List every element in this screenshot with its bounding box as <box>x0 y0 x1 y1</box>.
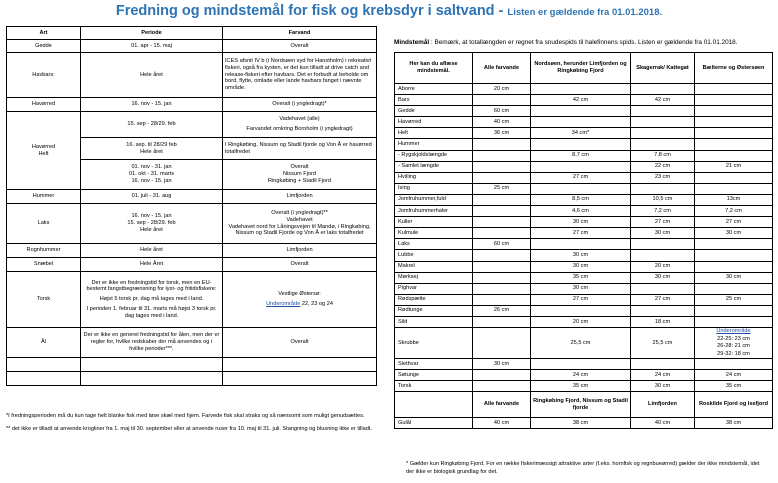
empty-cell <box>81 372 223 386</box>
size-cell: 40 cm <box>473 418 531 429</box>
periode-cell: 15. sep - 28/29. feb <box>81 112 223 138</box>
art-cell: Laks <box>7 204 81 244</box>
size-cell <box>473 228 531 239</box>
art-cell: Rognhummer <box>7 244 81 258</box>
fish-name-cell: Havørred <box>395 117 473 128</box>
size-cell <box>695 359 773 370</box>
table-row <box>395 305 773 316</box>
periode-line: 16. nov - 15. jan <box>131 213 172 220</box>
art-cell: Havørred <box>7 98 81 112</box>
size-cell <box>473 370 531 381</box>
farvand-cell <box>223 272 377 328</box>
mindstemaal-heading <box>394 39 774 46</box>
size-cell <box>531 359 631 370</box>
periode-line: Hele året <box>140 226 163 233</box>
size-cell: 30 cm <box>531 217 631 228</box>
fish-name-cell: Søtunge <box>395 370 473 381</box>
table-row <box>395 328 773 359</box>
title-main: Fredning og mindstemål for fisk og krebsdyr i saltvand - <box>115 3 508 19</box>
size-cell: 8,7 cm <box>531 150 631 161</box>
size-cell: 42 cm <box>531 95 631 106</box>
size-cell: 38 cm <box>695 418 773 429</box>
periode-cell <box>81 272 223 328</box>
size-cell: 20 cm <box>631 261 695 272</box>
size-cell <box>531 139 631 150</box>
periode-line: 16. sep. til 28/29 feb <box>126 141 177 148</box>
fredning-header-row <box>7 27 377 40</box>
table-row <box>395 261 773 272</box>
art-cell: Ål <box>7 328 81 358</box>
farvand-line: Overalt (i yngledragt)** <box>271 210 328 217</box>
size-cell: 35 cm <box>531 272 631 283</box>
size-cell <box>631 106 695 117</box>
mindstemaal-footnote: * Gælder kun Ringkøbing Fjord. For en række fiskerimæssigt attraktive arter (f.eks. hornfisk og regnbueørred) gælder der ikke mindstemål, idet der ikke er biologisk grundlag for det. <box>406 461 760 475</box>
size-cell <box>631 305 695 316</box>
size-cell: 7,2 cm <box>631 206 695 217</box>
empty-cell <box>7 372 81 386</box>
art-cell: Torsk <box>7 272 81 328</box>
periode-cell: 01. apr - 15. maj <box>81 40 223 53</box>
farvand-cell: Limfjorden <box>223 244 377 258</box>
header-cell: Skagerrak/ Kattegat <box>631 53 695 84</box>
fish-name-cell: Pighvar <box>395 283 473 294</box>
size-cell <box>695 117 773 128</box>
header-cell <box>395 392 473 418</box>
table-row <box>395 161 773 172</box>
table-row <box>395 228 773 239</box>
size-cell: 30 cm <box>695 272 773 283</box>
table-row <box>395 381 773 392</box>
fish-name-cell: Jomfruhummer,fuld <box>395 194 473 205</box>
table-row <box>395 84 773 95</box>
table-row <box>395 150 773 161</box>
art-cell: Snæbel <box>7 258 81 272</box>
periode-line: I perioden 1. februar til 31. marts må højst 3 torsk pr. dag tages med i land. <box>86 305 217 319</box>
header-periode: Periode <box>81 27 223 40</box>
underomraade-text: 22, 23 og 24 <box>300 301 333 307</box>
size-cell <box>631 283 695 294</box>
row-al <box>7 328 377 358</box>
fish-name-cell: Lubbe <box>395 250 473 261</box>
size-cell: 30 cm <box>531 250 631 261</box>
size-cell <box>473 294 531 305</box>
table-row <box>395 139 773 150</box>
size-cell <box>695 139 773 150</box>
size-cell: 60 cm <box>473 106 531 117</box>
size-cell <box>473 194 531 205</box>
fish-name-cell: Kulmule <box>395 228 473 239</box>
size-cell: 24 cm <box>631 370 695 381</box>
size-cell <box>473 206 531 217</box>
farvand-cell: I Ringkøbing, Nissum og Stadil fjorde og Von Å er havørred totalfredet <box>223 138 377 160</box>
header-cell: Roskilde Fjord og Isefjord <box>695 392 773 418</box>
size-cell <box>631 250 695 261</box>
row-havorred <box>7 98 377 112</box>
size-cell: 25,5 cm <box>531 328 631 359</box>
size-cell <box>695 84 773 95</box>
subarea-line: 22-25: 23 cm <box>717 335 750 342</box>
fish-name-cell: Slethvar <box>395 359 473 370</box>
table-row <box>395 359 773 370</box>
fish-name-cell: Kuller <box>395 217 473 228</box>
periode-line: Hele året <box>140 148 163 155</box>
mindstemaal-label: Mindstemål <box>394 39 430 46</box>
size-cell <box>473 172 531 183</box>
row-torsk <box>7 272 377 328</box>
gulaal-header-row <box>395 392 773 418</box>
fish-name-cell: Hummer <box>395 139 473 150</box>
periode-cell: Hele Året <box>81 258 223 272</box>
size-cell: 13cm <box>695 194 773 205</box>
size-cell <box>473 250 531 261</box>
art-cell: Hummer <box>7 190 81 204</box>
header-cell: Nordsøen, herunder Limfjorden og Ringkøbing Fjord <box>531 53 631 84</box>
fish-name-cell: Gulål <box>395 418 473 429</box>
size-cell <box>631 139 695 150</box>
header-cell: Limfjorden <box>631 392 695 418</box>
farvand-cell: Limfjorden <box>223 190 377 204</box>
table-row <box>395 172 773 183</box>
fish-name-cell: Aborre <box>395 84 473 95</box>
size-cell <box>473 139 531 150</box>
size-cell <box>473 381 531 392</box>
fish-name-cell: Bars <box>395 95 473 106</box>
size-cell <box>695 172 773 183</box>
size-cell: 30 cm <box>631 228 695 239</box>
size-cell <box>473 217 531 228</box>
size-cell: 10,5 cm <box>631 194 695 205</box>
fish-name-cell: Mørksej <box>395 272 473 283</box>
size-cell <box>631 128 695 139</box>
table-row <box>395 206 773 217</box>
empty-cell <box>7 358 81 372</box>
subarea-line: 26-28: 21 cm <box>717 343 750 350</box>
size-cell: 22 cm <box>631 161 695 172</box>
size-cell <box>473 316 531 327</box>
size-cell <box>695 316 773 327</box>
fish-name-cell: - Samlet længde <box>395 161 473 172</box>
size-cell: 23 cm <box>631 172 695 183</box>
size-cell: 20 cm <box>531 316 631 327</box>
size-cell: 20 cm <box>473 84 531 95</box>
farvand-cell <box>223 112 377 138</box>
header-cell: Ringkøbing Fjord, Nissum og Stadil fjorde <box>531 392 631 418</box>
table-row <box>395 316 773 327</box>
page-title <box>0 2 778 20</box>
size-cell <box>695 328 773 359</box>
size-cell <box>473 150 531 161</box>
table-row <box>395 250 773 261</box>
fish-name-cell: Rødspætte <box>395 294 473 305</box>
size-cell: 30 cm <box>631 381 695 392</box>
size-cell: 27 cm <box>695 217 773 228</box>
table-row <box>395 95 773 106</box>
size-cell <box>695 95 773 106</box>
farvand-line: Farvandet omkring Bornholm (i yngledragt) <box>246 126 353 132</box>
farvand-cell: Overalt (i yngledragt)* <box>223 98 377 112</box>
size-cell: 25 cm <box>473 183 531 194</box>
size-cell <box>695 261 773 272</box>
row-rognhummer <box>7 244 377 258</box>
size-cell: 34 cm* <box>531 128 631 139</box>
title-sub: Listen er gældende fra 01.01.2018. <box>507 7 663 18</box>
fish-name-cell: Rødtunge <box>395 305 473 316</box>
size-cell: 36 cm <box>473 128 531 139</box>
farvand-line <box>225 301 374 308</box>
farvand-line: Ringkøbing + Stadil Fjord <box>268 177 331 184</box>
farvand-cell <box>223 204 377 244</box>
table-row <box>395 239 773 250</box>
size-cell: 24 cm <box>531 370 631 381</box>
mindstemaal-header-row <box>395 53 773 84</box>
periode-line: 15. sep - 28/29. feb <box>127 220 176 227</box>
size-cell <box>531 161 631 172</box>
table-row <box>395 128 773 139</box>
size-cell <box>631 183 695 194</box>
size-cell: 30 cm <box>531 283 631 294</box>
size-cell <box>631 239 695 250</box>
size-cell: 8,5 cm <box>531 194 631 205</box>
fish-name-cell: Helt <box>395 128 473 139</box>
header-farvand: Farvand <box>223 27 377 40</box>
empty-row <box>7 358 377 372</box>
size-cell: 26 cm <box>473 305 531 316</box>
size-cell <box>695 239 773 250</box>
size-cell <box>631 117 695 128</box>
size-cell <box>531 84 631 95</box>
underomraade-link[interactable]: Underområde <box>266 301 301 307</box>
size-cell: 24 cm <box>695 370 773 381</box>
size-cell <box>531 305 631 316</box>
size-cell <box>531 117 631 128</box>
table-row <box>395 106 773 117</box>
size-cell: 27 cm <box>631 294 695 305</box>
size-cell: 40 cm <box>631 418 695 429</box>
periode-cell <box>81 138 223 160</box>
farvand-cell <box>223 160 377 190</box>
row-laks <box>7 204 377 244</box>
periode-cell: 16. nov - 15. jan <box>81 98 223 112</box>
size-cell <box>531 239 631 250</box>
table-row <box>395 370 773 381</box>
art-cell: Gedde <box>7 40 81 53</box>
row-gedde <box>7 40 377 53</box>
periode-cell: 01. juli - 31. aug <box>81 190 223 204</box>
size-cell: 7,8 cm <box>631 150 695 161</box>
farvand-line: Vadehavet (alle) <box>279 116 320 123</box>
fredning-table <box>6 26 377 386</box>
size-cell <box>631 84 695 95</box>
size-cell: 38 cm <box>531 418 631 429</box>
fish-name-cell: Hvilling <box>395 172 473 183</box>
header-cell: Bælterne og Østersøen <box>695 53 773 84</box>
table-row <box>395 194 773 205</box>
size-cell <box>631 359 695 370</box>
farvand-cell: Overalt <box>223 258 377 272</box>
size-cell: 27 cm <box>531 228 631 239</box>
table-row <box>395 117 773 128</box>
art-cell: Havørred Helt <box>7 112 81 190</box>
footnote: ** det ikke er tilladt at anvende krogliner fra 1. maj til 30. september eller at anvende ruser fra 10. maj til 31. juli. Stangning og blusning ikke er tilladt. <box>6 425 372 432</box>
size-cell <box>695 183 773 194</box>
size-cell: 27 cm <box>631 217 695 228</box>
size-cell <box>695 150 773 161</box>
size-cell: 30 cm <box>695 228 773 239</box>
size-cell: 27 cm <box>531 294 631 305</box>
empty-row <box>7 372 377 386</box>
periode-cell <box>81 160 223 190</box>
fish-name-cell: Jomfruhummerhaler <box>395 206 473 217</box>
size-cell <box>473 161 531 172</box>
fish-name-cell: Skrubbe <box>395 328 473 359</box>
empty-cell <box>81 358 223 372</box>
size-cell: 25,5 cm <box>631 328 695 359</box>
subarea-line: 29-32: 18 cm <box>717 350 750 357</box>
size-cell: 4,6 cm <box>531 206 631 217</box>
table-row <box>395 183 773 194</box>
fish-name-cell: Gedde <box>395 106 473 117</box>
art-cell: Havbars: <box>7 53 81 98</box>
size-cell: 18 cm <box>631 316 695 327</box>
size-cell: 21 cm <box>695 161 773 172</box>
periode-cell: Hele året <box>81 244 223 258</box>
farvand-line: Nissum Fjord <box>283 171 316 178</box>
header-cell: Her kan du aflæse mindstemål. <box>395 53 473 84</box>
periode-cell <box>81 204 223 244</box>
size-cell <box>531 183 631 194</box>
size-cell <box>695 283 773 294</box>
mindstemaal-table <box>394 52 773 429</box>
size-cell <box>695 250 773 261</box>
empty-cell <box>223 358 377 372</box>
header-art: Art <box>7 27 81 40</box>
header-cell: Alle farvande <box>473 53 531 84</box>
size-cell: 30 cm <box>531 261 631 272</box>
size-cell: 42 cm <box>631 95 695 106</box>
size-cell: 30 cm <box>473 359 531 370</box>
size-cell: 30 cm <box>631 272 695 283</box>
underomraade-link[interactable]: Underområde <box>716 328 751 335</box>
farvand-line: Vadehavet nord for Låningsvejen til Mandø, i Ringkøbing, Nissum og Stadil Fjorde og Von Å er laks totalfredet <box>228 223 371 237</box>
table-row <box>395 294 773 305</box>
size-cell: 60 cm <box>473 239 531 250</box>
size-cell <box>473 95 531 106</box>
fish-name-cell: Makrel <box>395 261 473 272</box>
fish-name-cell: Laks <box>395 239 473 250</box>
row-snaebel <box>7 258 377 272</box>
mindstemaal-note: : Bemærk, at totallængden er regnet fra snudespids til halefinnens spids. Listen er gældende fra 01.01.2018. <box>429 39 738 46</box>
header-cell: Alle farvande <box>473 392 531 418</box>
periode-line: Der er ikke en fredningstid for torsk, men en EU-bestemt fangstbegrænsning for lyst- og fritidsfiskere: <box>86 279 217 293</box>
row-helt-1 <box>7 112 377 138</box>
size-cell: 40 cm <box>473 117 531 128</box>
size-cell: 7,2 cm <box>695 206 773 217</box>
fish-name-cell: - Rygskjoldslængde <box>395 150 473 161</box>
table-row <box>395 272 773 283</box>
size-cell <box>695 305 773 316</box>
empty-cell <box>223 372 377 386</box>
size-cell <box>473 261 531 272</box>
table-row <box>395 283 773 294</box>
farvand-cell: ICES afsnit IV b (i Nordsøen syd for Hanstholm) i rekreativt fiskeri, også fra kysten, er det kun tilladt at drive catch and release-fiskeri efter havbars. Det er forbudt at beholde om bord, flytte, omlade eller lande havbars fanget i nævnte område. <box>223 53 377 98</box>
size-cell <box>473 328 531 359</box>
size-cell: 25 cm <box>695 294 773 305</box>
size-cell: 35 cm <box>695 381 773 392</box>
row-havbars <box>7 53 377 98</box>
periode-cell: Hele året <box>81 53 223 98</box>
fredning-footnotes <box>6 413 378 438</box>
table-row <box>395 217 773 228</box>
farvand-line: Overalt <box>290 164 309 171</box>
size-cell <box>531 106 631 117</box>
size-cell <box>695 106 773 117</box>
periode-line: 01. nov - 31. jan <box>131 164 172 171</box>
periode-line: 01. okt - 31. marts <box>128 171 175 178</box>
fish-name-cell: Ising <box>395 183 473 194</box>
fish-name-cell: Sild <box>395 316 473 327</box>
fish-name-cell: Torsk <box>395 381 473 392</box>
size-cell <box>473 283 531 294</box>
periode-cell: Der er ikke en generel fredningstid for ålen, men der er regler for, hvilke redskaber der må anvendes og i hvilke perioder***. <box>81 328 223 358</box>
farvand-line: Vadehavet <box>286 216 313 223</box>
farvand-cell: Overalt <box>223 328 377 358</box>
farvand-cell: Overalt <box>223 40 377 53</box>
size-cell: 35 cm <box>531 381 631 392</box>
farvand-line: Vestlige Østersø: <box>278 291 321 298</box>
size-cell <box>695 128 773 139</box>
table-row <box>395 418 773 429</box>
size-cell <box>473 272 531 283</box>
row-hummer <box>7 190 377 204</box>
footnote: *I fredningsperioden må du kun tage helt blanke fisk med løse skæl med hjem. Farvede fisk skal straks og så nænsomt som muligt genudsættes. <box>6 413 365 419</box>
periode-line: 16. nov - 15. jan <box>131 177 172 184</box>
size-cell: 27 cm <box>531 172 631 183</box>
periode-line: Højst 5 torsk pr. dag må tages med i land. <box>99 296 204 303</box>
